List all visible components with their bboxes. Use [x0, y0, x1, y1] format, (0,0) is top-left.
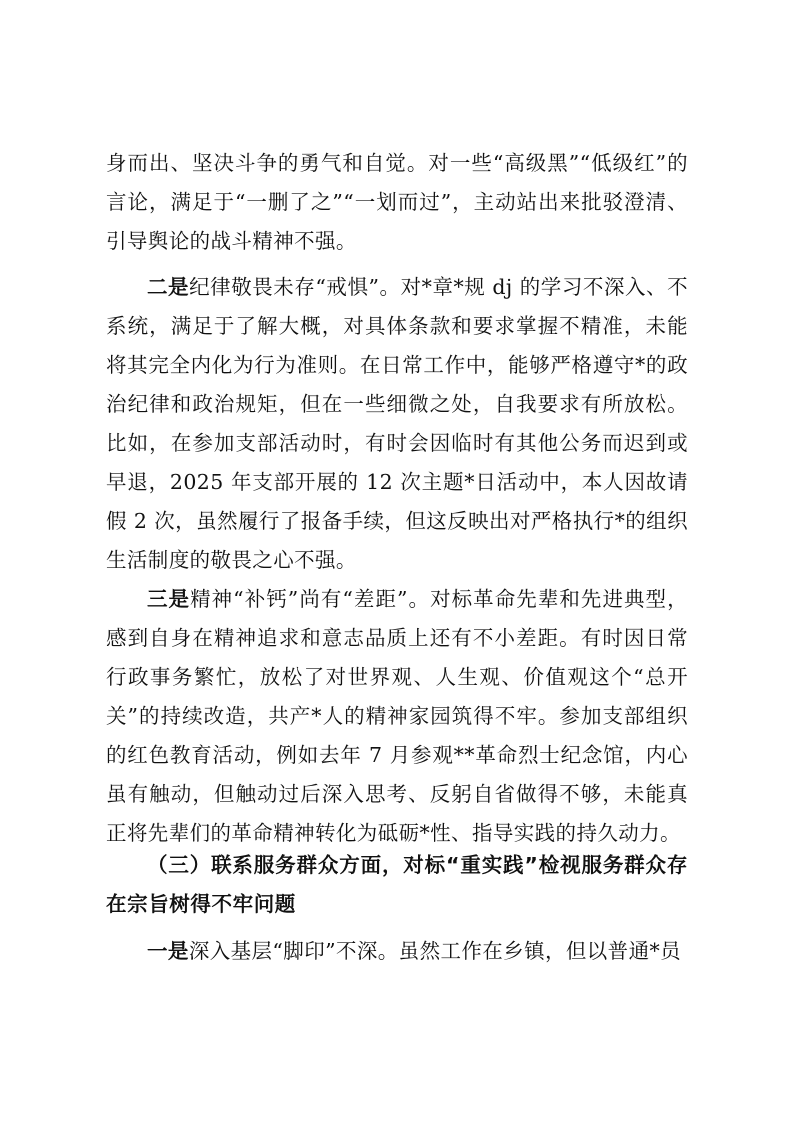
paragraph-grassroots — [106, 932, 688, 971]
paragraph-spirit — [106, 580, 688, 853]
section-heading: （三）联系服务群众方面，对标“重实践”检视服务群众存在宗旨树得不牢问题 — [106, 853, 688, 916]
paragraph-text: 精神“补钙”尚有“差距”。对标革命先辈和先进典型，感到自身在精神追求和意志品质上还有不小差距。有时因日常行政事务繁忙，放松了对世界观、人生观、价值观这个“总开关”的持续改造，共产*人的精神家园筑得不牢。参加支部组织的红色教育活动，例如去年 7 月参观**革命烈士纪念馆，内心虽有触动，但触动过后深入思考、反躬自省做得不够，未能真正将先辈们的革命精神转化为砥砺*性、指导实践的持久动力。 — [106, 587, 688, 845]
paragraph-text: 身而出、坚决斗争的勇气和自觉。对一些“高级黑”“低级红”的言论，满足于“一删了之”“一划而过”，主动站出来批驳澄清、引导舆论的战斗精神不强。 — [106, 151, 688, 253]
paragraph-text: 深入基层“脚印”不深。虽然工作在乡镇，但以普通*员 — [188, 939, 682, 963]
paragraph-lead: 一是 — [147, 939, 189, 963]
paragraph-lead: 三是 — [147, 587, 191, 611]
paragraph-discipline — [106, 268, 688, 580]
paragraph-text: 纪律敬畏未存“戒惧”。对*章*规 dj 的学习不深入、不系统，满足于了解大概，对具体条款和要求掌握不精准，未能将其完全内化为行为准则。在日常工作中，能够严格遵守*的政治纪律和政治规矩，但在一些细微之处，自我要求有所放松。比如，在参加支部活动时，有时会因临时有其他公务而迟到或早退，2025 年支部开展的 12 次主题*日活动中，本人因故请假 2 次，虽然履行了报备手续，但这反映出对严格执行*的组织生活制度的敬畏之心不强。 — [106, 275, 688, 572]
paragraph-continuation — [106, 144, 688, 261]
paragraph-lead: 二是 — [147, 275, 190, 299]
